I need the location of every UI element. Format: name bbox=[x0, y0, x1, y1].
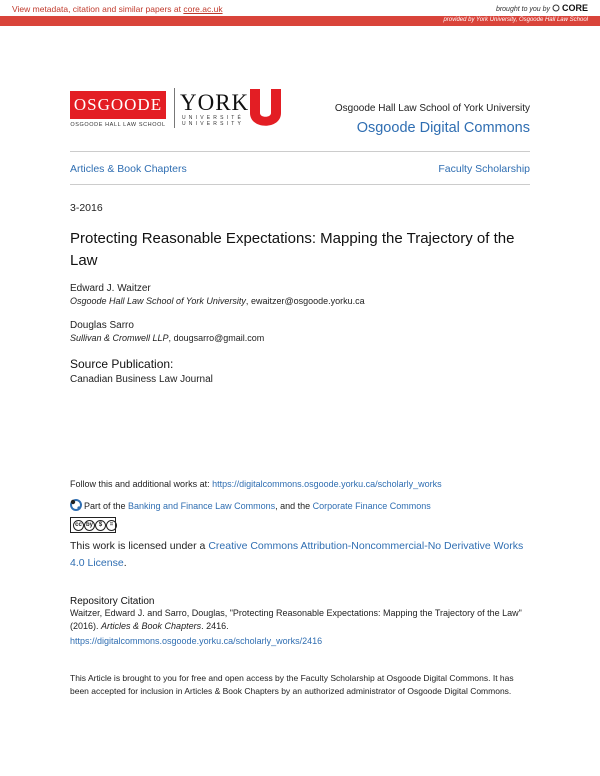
access-statement: This Article is brought to you for free and open access by the Faculty Scholarship at Osgoode Digital Commons. It has been accepted for inclusion in Articles & Book Chapters by an authorized administrator of Osgoode Digital Commons. bbox=[70, 673, 514, 696]
banking-law-commons-link[interactable]: Banking and Finance Law Commons bbox=[128, 501, 276, 511]
core-link-prefix: View metadata, citation and similar papers at bbox=[12, 4, 184, 14]
core-brand[interactable] bbox=[496, 3, 588, 13]
author-name: Douglas Sarro bbox=[70, 320, 134, 331]
follow-prefix: Follow this and additional works at: bbox=[70, 479, 213, 489]
york-logo-text: YORK bbox=[180, 90, 250, 115]
author-email[interactable]: dougsarro@gmail.com bbox=[173, 333, 265, 343]
author-affiliation: Sullivan & Cromwell LLP, dougsarro@gmail.com bbox=[70, 333, 265, 343]
core-logo-icon bbox=[552, 4, 560, 12]
part-of-line bbox=[70, 499, 431, 511]
divider-nav bbox=[70, 184, 530, 185]
logo-divider bbox=[174, 88, 175, 128]
core-banner-top bbox=[0, 0, 600, 16]
nav-faculty-link[interactable]: Faculty Scholarship bbox=[438, 163, 530, 175]
repository-link[interactable]: Osgoode Digital Commons bbox=[356, 120, 530, 136]
core-link-domain[interactable]: core.ac.uk bbox=[183, 4, 223, 14]
license-link[interactable]: Creative Commons Attribution-Noncommercial-No Derivative Works 4.0 License bbox=[70, 540, 524, 569]
author-name: Edward J. Waitzer bbox=[70, 283, 151, 294]
york-u-logo-icon bbox=[250, 89, 281, 127]
citation-text-pre: Waitzer, Edward J. and Sarro, Douglas, "Protecting Reasonable Expectations: Mapping the Trajectory of the Law" (2016). bbox=[70, 608, 522, 631]
york-logo-sub-fr: UNIVERSITÉ bbox=[182, 115, 245, 121]
york-logo-sub-en: UNIVERSITY bbox=[182, 121, 245, 127]
noncommercial-icon: $ bbox=[95, 520, 106, 531]
provided-by-bar bbox=[0, 16, 600, 26]
license-text bbox=[70, 538, 530, 572]
core-label: CORE bbox=[561, 3, 588, 13]
by-icon: by bbox=[84, 520, 95, 531]
citation-url-link[interactable]: https://digitalcommons.osgoode.yorku.ca/scholarly_works/2416 bbox=[70, 636, 323, 646]
publication-date: 3-2016 bbox=[70, 202, 103, 214]
part-of-middle: , and the bbox=[275, 501, 313, 511]
follow-url-link[interactable]: https://digitalcommons.osgoode.yorku.ca/scholarly_works bbox=[212, 479, 442, 489]
core-banner bbox=[0, 0, 600, 26]
part-of-prefix: Part of the bbox=[84, 501, 129, 511]
author-email[interactable]: ewaitzer@osgoode.yorku.ca bbox=[250, 296, 365, 306]
corporate-finance-commons-link[interactable]: Corporate Finance Commons bbox=[312, 501, 431, 511]
citation-heading: Repository Citation bbox=[70, 596, 155, 607]
osgoode-logo-subtitle: OSGOODE HALL LAW SCHOOL bbox=[70, 122, 166, 128]
citation-text bbox=[70, 607, 530, 633]
author-institution: Osgoode Hall Law School of York University bbox=[70, 296, 246, 306]
divider-top bbox=[70, 151, 530, 152]
cc-icon: cc bbox=[73, 520, 84, 531]
provided-by-text: provided by York University, Osgoode Hall Law School bbox=[443, 17, 588, 23]
no-derivatives-icon: = bbox=[106, 520, 117, 531]
core-metadata-link[interactable] bbox=[12, 4, 223, 14]
author-affiliation: Osgoode Hall Law School of York University, ewaitzer@osgoode.yorku.ca bbox=[70, 296, 365, 306]
author-institution: Sullivan & Cromwell LLP bbox=[70, 333, 169, 343]
network-icon bbox=[70, 499, 82, 511]
institution-name: Osgoode Hall Law School of York University bbox=[334, 103, 530, 114]
article-title: Protecting Reasonable Expectations: Mapping the Trajectory of the Law bbox=[70, 230, 515, 269]
osgoode-logo[interactable] bbox=[70, 91, 166, 119]
brought-by-text: brought to you by bbox=[495, 6, 551, 13]
follow-line bbox=[70, 479, 442, 489]
citation-text-post: . 2416. bbox=[201, 621, 229, 631]
source-heading: Source Publication: bbox=[70, 357, 174, 371]
nav-articles-link[interactable]: Articles & Book Chapters bbox=[70, 163, 187, 175]
license-prefix: This work is licensed under a bbox=[70, 540, 209, 552]
citation-series: Articles & Book Chapters bbox=[101, 621, 202, 631]
osgoode-logo-text: OSGOODE bbox=[73, 95, 163, 114]
license-suffix: . bbox=[123, 557, 127, 569]
creative-commons-badge[interactable] bbox=[70, 517, 116, 533]
source-value: Canadian Business Law Journal bbox=[70, 374, 213, 385]
